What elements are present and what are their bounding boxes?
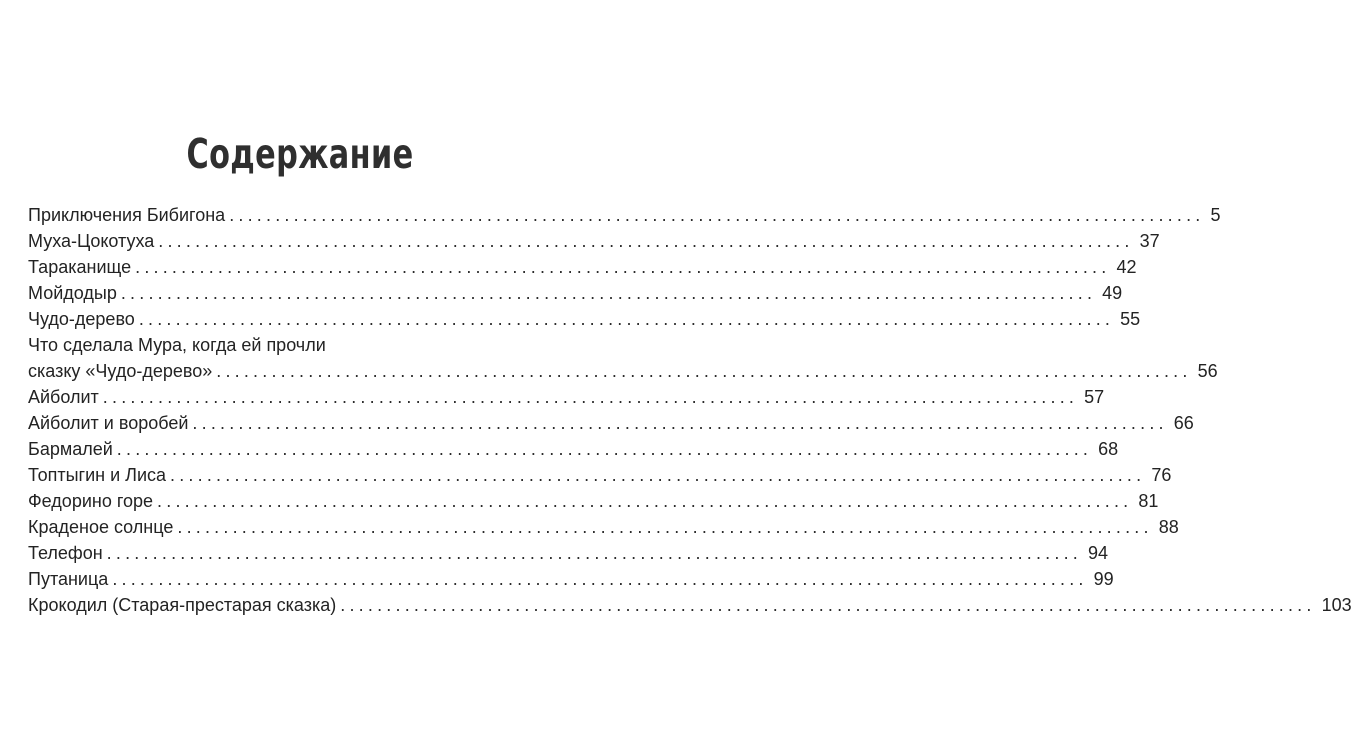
toc-entry-title: Тараканище	[28, 257, 132, 277]
toc-page-number: 37	[1139, 231, 1160, 251]
dot-leader: ..........................................................................................................	[229, 205, 1205, 225]
dot-leader: ..........................................................................................................	[106, 543, 1082, 563]
toc-page-number: 94	[1087, 543, 1109, 563]
dot-leader: ..........................................................................................................	[157, 491, 1133, 511]
toc-page-number: 81	[1138, 491, 1159, 511]
dot-leader: ..........................................................................................................	[120, 283, 1097, 303]
toc-entry	[28, 514, 1179, 540]
dot-leader: ..........................................................................................................	[340, 595, 1316, 615]
toc-page-number: 5	[1210, 205, 1221, 225]
toc-page-number: 57	[1084, 387, 1105, 407]
toc-page-number: 68	[1098, 439, 1119, 459]
toc-page-number: 56	[1197, 361, 1218, 381]
toc-page-number: 76	[1151, 465, 1172, 485]
toc-entry-title-line: Что сделала Мура, когда ей прочли	[28, 335, 326, 355]
toc-page-number: 55	[1120, 309, 1141, 329]
toc-entry	[28, 436, 1119, 462]
toc-entry	[28, 254, 1137, 280]
toc-entry	[28, 358, 1218, 384]
dot-leader: ..........................................................................................................	[216, 361, 1192, 381]
toc-page-number: 99	[1093, 569, 1114, 589]
toc-entry	[28, 566, 1114, 592]
toc-entry	[28, 462, 1172, 488]
toc-entry	[28, 384, 1105, 410]
page-title: Содержание	[186, 130, 414, 178]
dot-leader: ..........................................................................................................	[138, 309, 1115, 329]
toc-entry	[28, 306, 1141, 332]
toc-entry	[28, 280, 1123, 306]
toc-entry	[28, 540, 1109, 566]
toc-entry	[28, 410, 1194, 436]
toc-entry-title-continuation: сказку «Чудо-дерево»	[28, 361, 213, 381]
toc-entry-title: Айболит	[28, 387, 99, 407]
toc-entry	[28, 202, 1221, 228]
toc-entry	[28, 228, 1160, 254]
toc-entry-title: Муха-Цокотуха	[28, 231, 155, 251]
toc-page-number: 66	[1173, 413, 1194, 433]
toc-page-number: 88	[1158, 517, 1179, 537]
dot-leader: ..........................................................................................................	[170, 465, 1146, 485]
toc-page-number: 49	[1102, 283, 1123, 303]
toc-entry	[28, 488, 1159, 514]
toc-entry-title: Телефон	[28, 543, 103, 563]
toc-entry-title: Крокодил (Старая-престарая сказка)	[28, 595, 337, 615]
toc-entry-title: Чудо-дерево	[28, 309, 135, 329]
dot-leader: ..........................................................................................................	[112, 569, 1088, 589]
toc-page-number: 103	[1321, 595, 1352, 615]
dot-leader: ..........................................................................................................	[158, 231, 1134, 251]
table-of-contents	[28, 202, 1352, 618]
toc-entry-title: Федорино горе	[28, 491, 154, 511]
toc-entry-title: Краденое солнце	[28, 517, 174, 537]
dot-leader: ..........................................................................................................	[177, 517, 1153, 537]
toc-entry-title: Топтыгин и Лиса	[28, 465, 167, 485]
toc-entry-title: Бармалей	[28, 439, 113, 459]
toc-entry-title: Приключения Бибигона	[28, 205, 226, 225]
toc-page-number: 42	[1116, 257, 1137, 277]
toc-entry	[28, 592, 1352, 618]
toc-entry-title: Айболит и воробей	[28, 413, 189, 433]
dot-leader: ..........................................................................................................	[116, 439, 1093, 459]
toc-entry-title: Мойдодыр	[28, 283, 117, 303]
dot-leader: ..........................................................................................................	[135, 257, 1111, 277]
dot-leader: ..........................................................................................................	[192, 413, 1168, 433]
toc-entry-title: Путаница	[28, 569, 109, 589]
dot-leader: ..........................................................................................................	[102, 387, 1079, 407]
